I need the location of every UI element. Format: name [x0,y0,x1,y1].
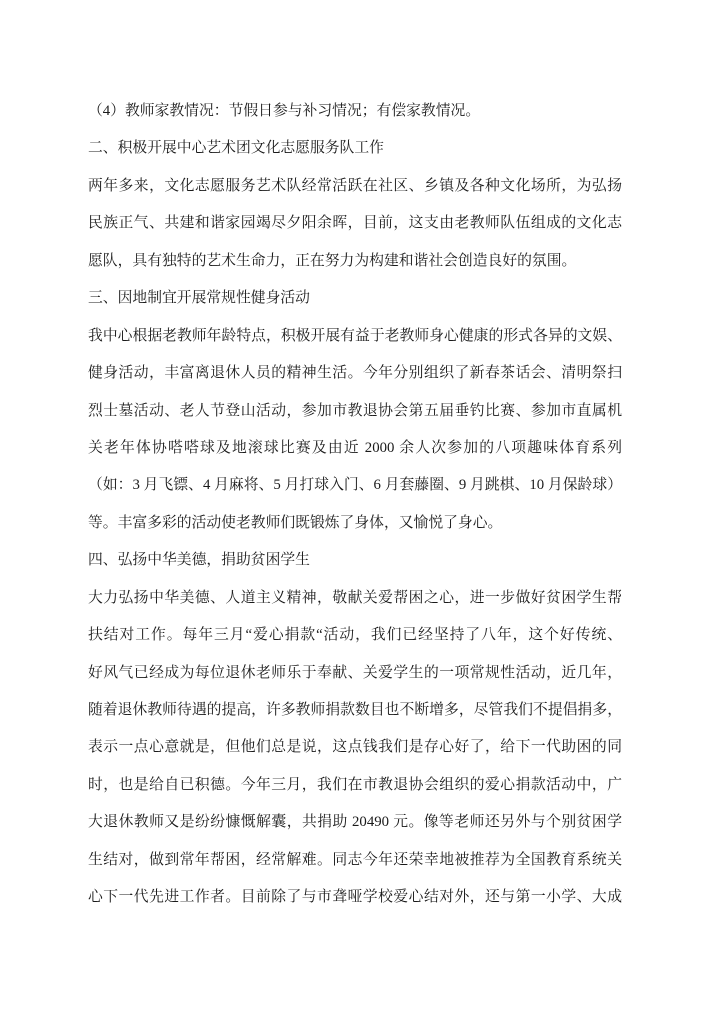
paragraph-line: （如：3 月飞镖、4 月麻将、5 月打球入门、6 月套藤圈、9 月跳棋、10 月保龄球） [88,477,622,494]
section-heading-3: 三、因地制宜开展常规性健身活动 [88,290,310,307]
paragraph-line-end: 愿队，具有独特的艺术生命力，正在努力为构建和谐社会创造良好的氛围。 [88,252,577,269]
paragraph-line: 大力弘扬中华美德、人道主义精神，敬献关爱帮困之心，进一步做好贫困学生帮 [88,589,622,606]
paragraph-line-end: 等。丰富多彩的活动使老教师们既锻炼了身体，又愉悦了身心。 [88,514,503,531]
paragraph-line: 两年多来，文化志愿服务艺术队经常活跃在社区、乡镇及各种文化场所，为弘扬 [88,177,622,194]
paragraph-line: 表示一点心意就是，但他们总是说，这点钱我们是存心好了，给下一代助困的同 [88,739,622,756]
paragraph-line: 大退休教师又是纷纷慷慨解囊，共捐助 20490 元。像等老师还另外与个别贫困学 [88,814,622,831]
paragraph-line: 心下一代先进工作者。目前除了与市聋哑学校爱心结对外，还与第一小学、大成 [88,889,622,906]
document-text-block [88,93,622,917]
paragraph-line: 关老年体协嗒嗒球及地滚球比赛及由近 2000 余人次参加的八项趣味体育系列 [88,439,622,456]
list-item-line: （4）教师家教情况：节假日参与补习情况；有偿家教情况。 [88,103,481,119]
paragraph-line: 健身活动，丰富离退休人员的精神生活。今年分别组织了新春茶话会、清明祭扫 [88,365,622,382]
section-heading-4: 四、弘扬中华美德，捐助贫困学生 [88,552,310,569]
paragraph-line: 时，也是给自已积德。今年三月，我们在市教退协会组织的爱心捐款活动中，广 [88,776,622,793]
paragraph-line: 我中心根据老教师年龄特点，积极开展有益于老教师身心健康的形式各异的文娱、 [88,327,622,344]
paragraph-line: 生结对，做到常年帮困，经常解难。同志今年还荣幸地被推荐为全国教育系统关 [88,851,622,868]
paragraph-line: 民族正气、共建和谐家园竭尽夕阳余晖，目前，这支由老教师队伍组成的文化志 [88,215,622,232]
section-heading-2: 二、积极开展中心艺术团文化志愿服务队工作 [88,140,384,157]
paragraph-line: 扶结对工作。每年三月“爱心捐款“活动，我们已经坚持了八年，这个好传统、 [88,627,622,644]
paragraph-line: 好风气已经成为每位退休老师乐于奉献、关爱学生的一项常规性活动，近几年， [88,664,622,681]
paragraph-line: 随着退休教师待遇的提高，许多教师捐款数目也不断增多，尽管我们不提倡捐多， [88,702,622,718]
paragraph-line: 烈士墓活动、老人节登山活动，参加市教退协会第五届垂钓比赛、参加市直属机 [88,402,622,419]
